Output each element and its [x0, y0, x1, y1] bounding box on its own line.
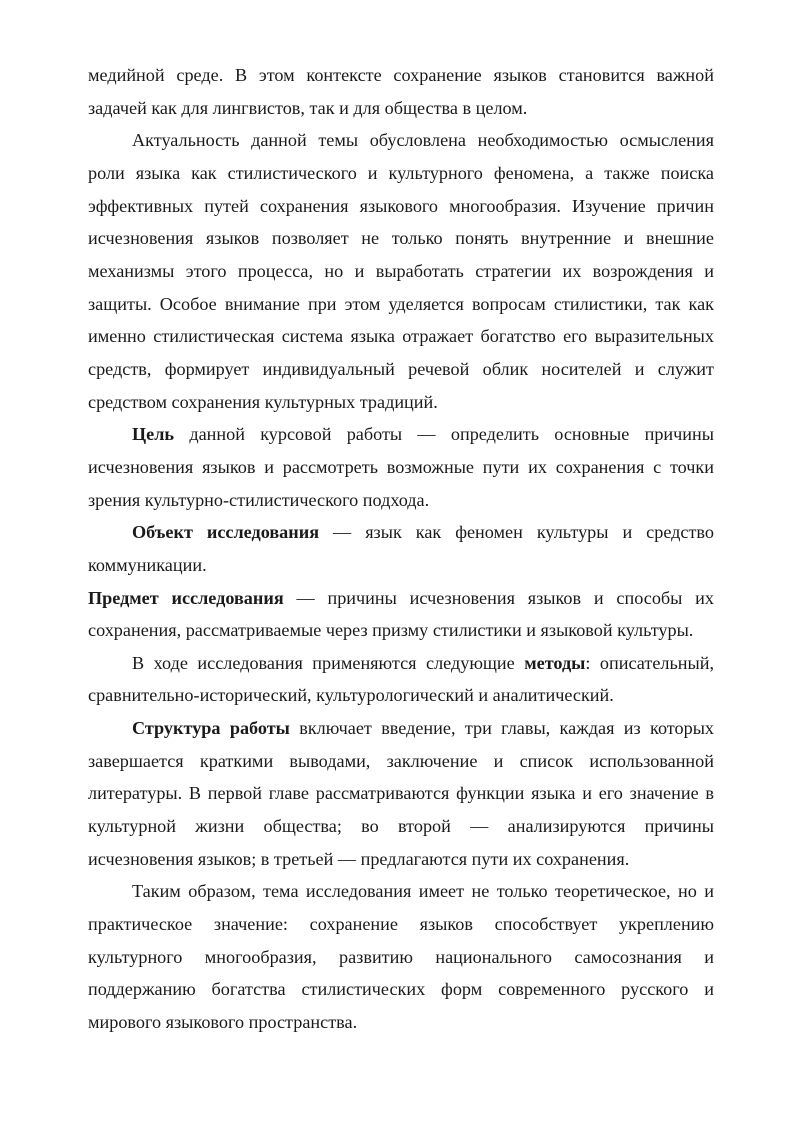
paragraph-text: Актуальность данной темы обусловлена необходимостью осмысления роли языка как стилистического и культурного феномена, а также поиска эффективных путей сохранения языкового многообразия. Изучение причин исчезновения языков позволяет не только понять внутренние и внешние механизмы этого процесса, но и выработать стратегии их возрождения и защиты. Особое внимание при этом уделяется вопросам стилистики, так как именно стилистическая система языка отражает богатство его выразительных средств, формирует индивидуальный речевой облик носителей и служит средством сохранения культурных традиций.: [88, 130, 714, 412]
paragraph-methods: [88, 647, 714, 712]
paragraph-text: Таким образом, тема исследования имеет не только теоретическое, но и практическое значение: сохранение языков способствует укреплению культурного многообразия, развитию национального самосознания и поддержанию богатства стилистических форм современного русского и мирового языкового пространства.: [88, 881, 714, 1033]
paragraph-structure: [88, 712, 714, 875]
paragraph-conclusion: [88, 875, 714, 1038]
paragraph-text: В ходе исследования применяются следующие: [132, 652, 525, 673]
object-heading: Объект исследования: [132, 522, 320, 543]
paragraph-relevance: [88, 124, 714, 418]
goal-heading: Цель: [132, 424, 175, 445]
paragraph-text: : описательный, сравнительно-исторический, культурологический и аналитический.: [88, 652, 714, 706]
paragraph-text: включает введение, три главы, каждая из которых завершается краткими выводами, заключение и список использованной литературы. В первой главе рассматриваются функции языка и его значение в культурной жизни общества; во второй — анализируются причины исчезновения языков; в третьей — предлагаются пути их сохранения.: [88, 718, 715, 869]
paragraph-subject: [88, 582, 714, 647]
subject-heading: Предмет исследования: [88, 587, 284, 608]
structure-heading: Структура работы: [132, 718, 290, 739]
document-body: [88, 59, 714, 1039]
paragraph-goal: [88, 418, 714, 516]
paragraph-text: данной курсовой работы — определить основные причины исчезновения языков и рассмотреть возможные пути их сохранения с точки зрения культурно-стилистического подхода.: [88, 424, 714, 510]
paragraph-text: медийной среде. В этом контексте сохранение языков становится важной задачей как для лингвистов, так и для общества в целом.: [88, 65, 714, 118]
paragraph-text: — язык как феномен культуры и средство коммуникации.: [88, 522, 714, 575]
paragraph-continuation: [88, 59, 714, 124]
methods-heading: методы: [524, 652, 586, 673]
paragraph-text: — причины исчезновения языков и способы их сохранения, рассматриваемые через призму стилистики и языковой культуры.: [88, 587, 715, 641]
paragraph-object: [88, 516, 714, 581]
